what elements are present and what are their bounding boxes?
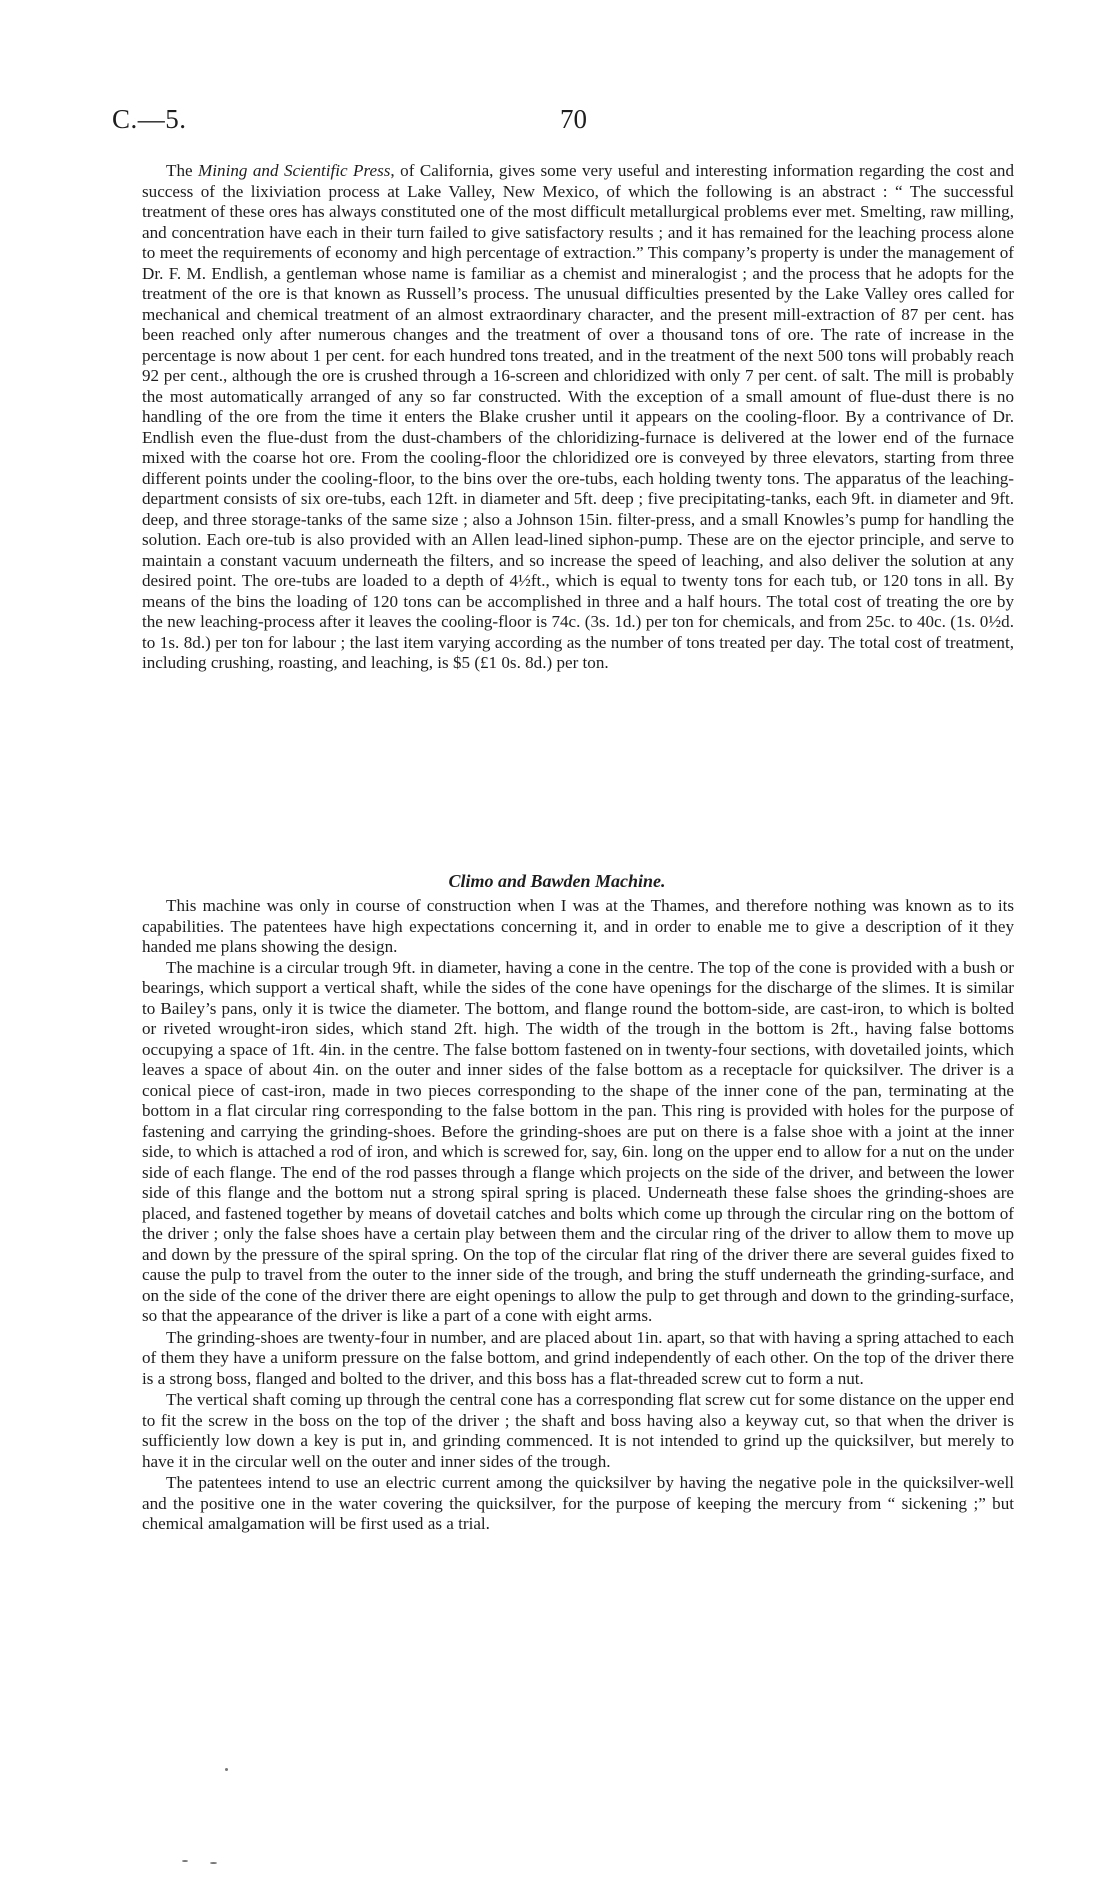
scan-speck <box>225 1768 228 1771</box>
scan-speck <box>210 1862 217 1864</box>
publication-title: Mining and Scientific Press <box>198 161 391 180</box>
document-code: C.—5. <box>112 104 187 134</box>
intro-paragraph: The Mining and Scientific Press, of California, gives some very useful and interesting information regarding the cost and success of the lixiviation process at Lake Valley, New Mexico, of which the following is an abstract : “ The successful treatment of these ores has always constituted one of the most difficult metallurgical problems ever met. Smelting, raw milling, and concentration have each in their turn failed to give satisfactory results ; and it has remained for the leaching process alone to meet the requirements of economy and high percentage of extraction.” This company’s property is under the management of Dr. F. M. Endlish, a gentleman whose name is familiar as a chemist and mineralogist ; and the process that he adopts for the treatment of the ore is that known as Russell’s process. The unusual difficulties presented by the Lake Valley ores called for mechanical and chemical treatment of an almost extraordinary character, and the present mill-extraction of 87 per cent. has been reached only after numerous changes and the treatment of over a thousand tons of ore. The rate of increase in the percentage is now about 1 per cent. for each hundred tons treated, and in the treatment of the next 500 tons will probably reach 92 per cent., although the ore is crushed through a 16-screen and chloridized with only 7 per cent. of salt. The mill is probably the most automatically arranged of any so far constructed. With the exception of a small amount of flue-dust there is no handling of the ore from the time it enters the Blake crusher until it appears on the cooling-floor. By a contrivance of Dr. Endlish even the flue-dust from the dust-chambers of the chloridizing-furnace is delivered at the lower end of the furnace mixed with the coarse hot ore. From the cooling-floor the chloridized ore is conveyed by three elevators, starting from three different points under the cooling-floor, to the bins over the ore-tubs, each holding twenty tons. The apparatus of the leaching-department consists of six ore-tubs, each 12ft. in diameter and 5ft. deep ; five precipitating-tanks, each 9ft. in diameter and 9ft. deep, and three storage-tanks of the same size ; also a Johnson 15in. filter-press, and a small Knowles’s pump for handling the solution. Each ore-tub is also provided with an Allen lead-lined siphon-pump. These are on the ejector principle, and serve to maintain a constant vacuum underneath the filters, and so increase the speed of leaching, and also deliver the solution at any desired point. The ore-tubs are loaded to a depth of 4½ft., which is equal to twenty tons for each tub, or 120 tons in all. By means of the bins the loading of 120 tons can be accomplished in three and a half hours. The total cost of treating the ore by the new leaching-process after it leaves the cooling-floor is 74c. (3s. 1d.) per ton for chemicals, and from 25c. to 40c. (1s. 0½d. to 1s. 8d.) per ton for labour ; the last item varying according as the number of tons treated per day. The total cost of treatment, including crushing, roasting, and leaching, is $5 (£1 0s. 8d.) per ton. <box>142 161 1014 672</box>
section-body <box>142 896 1014 1535</box>
section-paragraph: This machine was only in course of construction when I was at the Thames, and therefore nothing was known as to its capabilities. The patentees have high expectations concerning it, and in order to enable me to give a description of it they handed me plans showing the design. <box>142 896 1014 956</box>
section-paragraph: The vertical shaft coming up through the central cone has a corresponding flat screw cut for some distance on the upper end to fit the screw in the boss on the top of the driver ; the shaft and boss having also a keyway cut, so that when the driver is sufficiently low down a key is put in, and grinding commenced. It is not intended to grind up the quicksilver, but merely to have it in the circular well on the outer and inner sides of the trough. <box>142 1390 1014 1471</box>
scan-speck <box>182 1860 188 1862</box>
intro-paragraph-text: , of California, gives some very useful and interesting information regarding the cost and success of the lixiviation process at Lake Valley, New Mexico, of which the following is an abstract : “ The successful treatment of these ores has always constituted one of the most difficult metallurgical problems ever met. Smelting, raw milling, and concentration have each in their turn failed to give satisfactory results ; and it has remained for the leaching process alone to meet the requirements of economy and high percentage of extraction.” This company’s property is under the management of Dr. F. M. Endlish, a gentleman whose name is familiar as a chemist and mineralogist ; and the process that he adopts for the treatment of the ore is that known as Russell’s process. The unusual difficulties presented by the Lake Valley ores called for mechanical and chemical treatment of an almost extraordinary character, and the present mill-extraction of 87 per cent. has been reached only after numerous changes and the treatment of over a thousand tons of ore. The rate of increase in the percentage is now about 1 per cent. for each hundred tons treated, and in the treatment of the next 500 tons will probably reach 92 per cent., although the ore is crushed through a 16-screen and chloridized with only 7 per cent. of salt. The mill is probably the most automatically arranged of any so far constructed. With the exception of a small amount of flue-dust there is no handling of the ore from the time it enters the Blake crusher until it appears on the cooling-floor. By a contrivance of Dr. Endlish even the flue-dust from the dust-chambers of the chloridizing-furnace is delivered at the lower end of the furnace mixed with the coarse hot ore. From the cooling-floor the chloridized ore is conveyed by three elevators, starting from three different points under the cooling-floor, to the bins over the ore-tubs, each holding twenty tons. The apparatus of the leaching-department consists of six ore-tubs, each 12ft. in diameter and 5ft. deep ; five precipitating-tanks, each 9ft. in diameter and 9ft. deep, and three storage-tanks of the same size ; also a Johnson 15in. filter-press, and a small Knowles’s pump for handling the solution. Each ore-tub is also provided with an Allen lead-lined siphon-pump. These are on the ejector principle, and serve to maintain a constant vacuum underneath the filters, and so increase the speed of leaching, and also deliver the solution at any desired point. The ore-tubs are loaded to a depth of 4½ft., which is equal to twenty tons for each tub, or 120 tons in all. By means of the bins the loading of 120 tons can be accomplished in three and a half hours. The total cost of treating the ore by the new leaching-process after it leaves the cooling-floor is 74c. (3s. 1d.) per ton for chemicals, and from 25c. to 40c. (1s. 0½d. to 1s. 8d.) per ton for labour ; the last item varying according as the number of tons treated per day. The total cost of treatment, including crushing, roasting, and leaching, is $5 (£1 0s. 8d.) per ton. <box>142 161 1014 672</box>
section-heading: Climo and Bawden Machine. <box>448 871 666 891</box>
section-paragraph: The patentees intend to use an electric current among the quicksilver by having the negative pole in the quicksilver-well and the positive one in the water covering the quicksilver, for the purpose of keeping the mercury from “ sickening ;” but chemical amalgamation will be first used as a trial. <box>142 1473 1014 1533</box>
section-paragraph: The grinding-shoes are twenty-four in number, and are placed about 1in. apart, so that with having a spring attached to each of them they have a uniform pressure on the false bottom, and grind independently of each other. On the top of the driver there is a strong boss, flanged and bolted to the driver, and this boss has a flat-threaded screw cut to form a nut. <box>142 1327 1014 1388</box>
page-header <box>112 104 1012 144</box>
page-number: 70 <box>560 104 587 134</box>
section-paragraph: The machine is a circular trough 9ft. in diameter, having a cone in the centre. The top of the cone is provided with a bush or bearings, which support a vertical shaft, while the sides of the cone have openings for the discharge of the slimes. It is similar to Bailey’s pans, only it is twice the diameter. The bottom, and flange round the bottom-side, are cast-iron, to which is bolted or riveted wrought-iron sides, which stand 2ft. high. The width of the trough in the bottom is 2ft., having false bottoms occupying a space of 1ft. 4in. in the centre. The false bottom fastened on in twenty-four sections, with dovetailed joints, which leaves a space of about 4in. on the outer and inner sides of the false bottom as a receptacle for quicksilver. The driver is a conical piece of cast-iron, made in two pieces corresponding to the shape of the inner cone of the pan, terminating at the bottom in a flat circular ring corresponding to the false bottom in the pan. This ring is provided with holes for the purpose of fastening and carrying the grinding-shoes. Before the grinding-shoes are put on there is a false shoe with a joint at the inner side, to which is attached a rod of iron, and which is screwed for, say, 6in. long on the upper end to allow for a nut on the under side of each flange. The end of the rod passes through a flange which projects on the side of the driver, and between the lower side of this flange and the bottom nut a strong spiral spring is placed. Underneath these false shoes the grinding-shoes are placed, and fastened together by means of dovetail catches and bolts which come up through the circular ring on the bottom of the driver ; only the false shoes have a certain play between them and the circular ring of the driver to allow them to move up and down by the pressure of the spiral spring. On the top of the circular flat ring of the driver there are several guides fixed to cause the pulp to travel from the outer to the inner side of the trough, and bring the stuff underneath the grinding-surface, and on the side of the cone of the driver there are eight openings to allow the pulp to get through and down to the grinding-surface, so that the appearance of the driver is like a part of a cone with eight arms. <box>142 957 1014 1325</box>
